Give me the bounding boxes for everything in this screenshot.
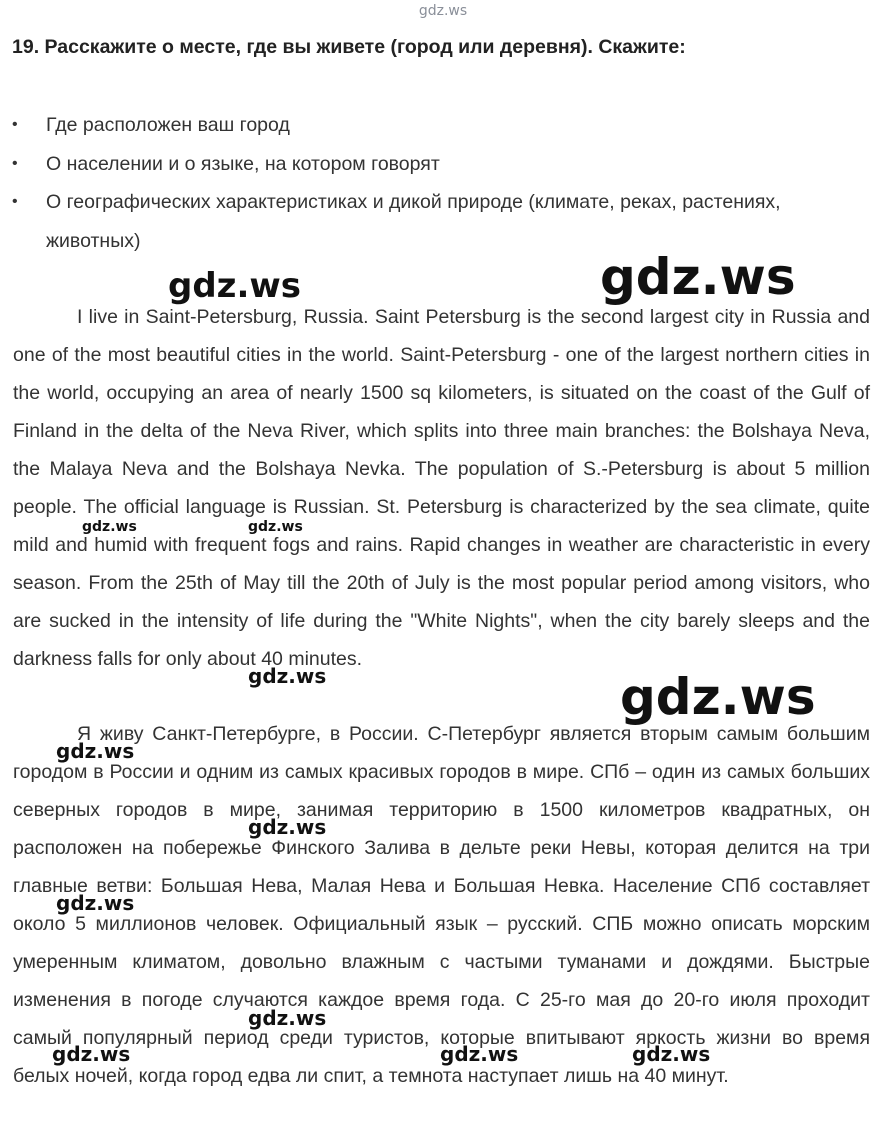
watermark: gdz.ws <box>248 519 303 535</box>
bullet-text: Где расположен ваш город <box>46 114 290 136</box>
bullet-text: О географических характеристиках и дикой природе (климате, реках, растениях, животных) <box>46 191 781 252</box>
watermark: gdz.ws <box>52 1042 131 1066</box>
task-title: 19. Расскажите о месте, где вы живете (город или деревня). Скажите: <box>12 36 686 58</box>
bullet-text: О населении и о языке, на котором говорят <box>46 152 440 175</box>
bullet-icon: • <box>12 154 18 172</box>
list-item <box>12 106 862 145</box>
answer-english-paragraph: I live in Saint-Petersburg, Russia. Saint Petersburg is the second largest city in Russia and one of the most beautiful cities in the world. Saint-Petersburg - one of the largest northern cities in the world, occupying an area of nearly 1500 sq kilometers, is situated on the coast of the Gulf of Finland in the delta of the Neva River, which splits into three main branches: the Bolshaya Neva, the Malaya Neva and the Bolshaya Nevka. The population of S.-Petersburg is about 5 million people. The official language is Russian. St. Petersburg is characterized by the sea climate, quite mild and humid with frequent fogs and rains. Rapid changes in weather are characteristic in every season. From the 25th of May till the 20th of July is the most popular period among visitors, who are sucked in the intensity of life during the "White Nights", when the city barely sleeps and the darkness falls for only about 40 minutes. <box>13 306 870 670</box>
task-bullet-list <box>12 106 862 260</box>
watermark: gdz.ws <box>56 891 135 915</box>
watermark: gdz.ws <box>248 664 327 688</box>
list-item <box>12 145 862 184</box>
watermark: gdz.ws <box>56 739 135 763</box>
watermark: gdz.ws <box>168 266 302 306</box>
watermark: gdz.ws <box>440 1042 519 1066</box>
watermark: gdz.ws <box>632 1042 711 1066</box>
watermark: gdz.ws <box>620 668 816 726</box>
watermark: gdz.ws <box>248 815 327 839</box>
answer-russian-paragraph: Я живу Санкт-Петербурге, в России. С-Петербург является вторым самым большим городом в России и одним из самых красивых городов в мире. СПб – один из самых больших северных городов в мире, занимая территорию в 1500 километров квадратных, он расположен на побережье Финского Залива в дельте реки Невы, которая делится на три главные ветви: Большая Нева, Малая Нева и Большая Невка. Население СПб составляет около 5 миллионов человек. Официальный язык – русский. СПБ можно описать морским умеренным климатом, довольно влажным с частыми туманами и дождями. Быстрые изменения в погоде случаются каждое время года. С 25-го мая до 20-го июля проходит самый популярный период среди туристов, которые впитывают яркость жизни во время белых ночей, когда город едва ли спит, а темнота наступает лишь на 40 минут. <box>13 723 870 1087</box>
bullet-icon: • <box>12 116 18 133</box>
watermark: gdz.ws <box>82 519 137 535</box>
watermark: gdz.ws <box>600 248 796 306</box>
watermark-top: gdz.ws <box>418 3 468 19</box>
watermark: gdz.ws <box>248 1006 327 1030</box>
bullet-icon: • <box>12 193 18 210</box>
